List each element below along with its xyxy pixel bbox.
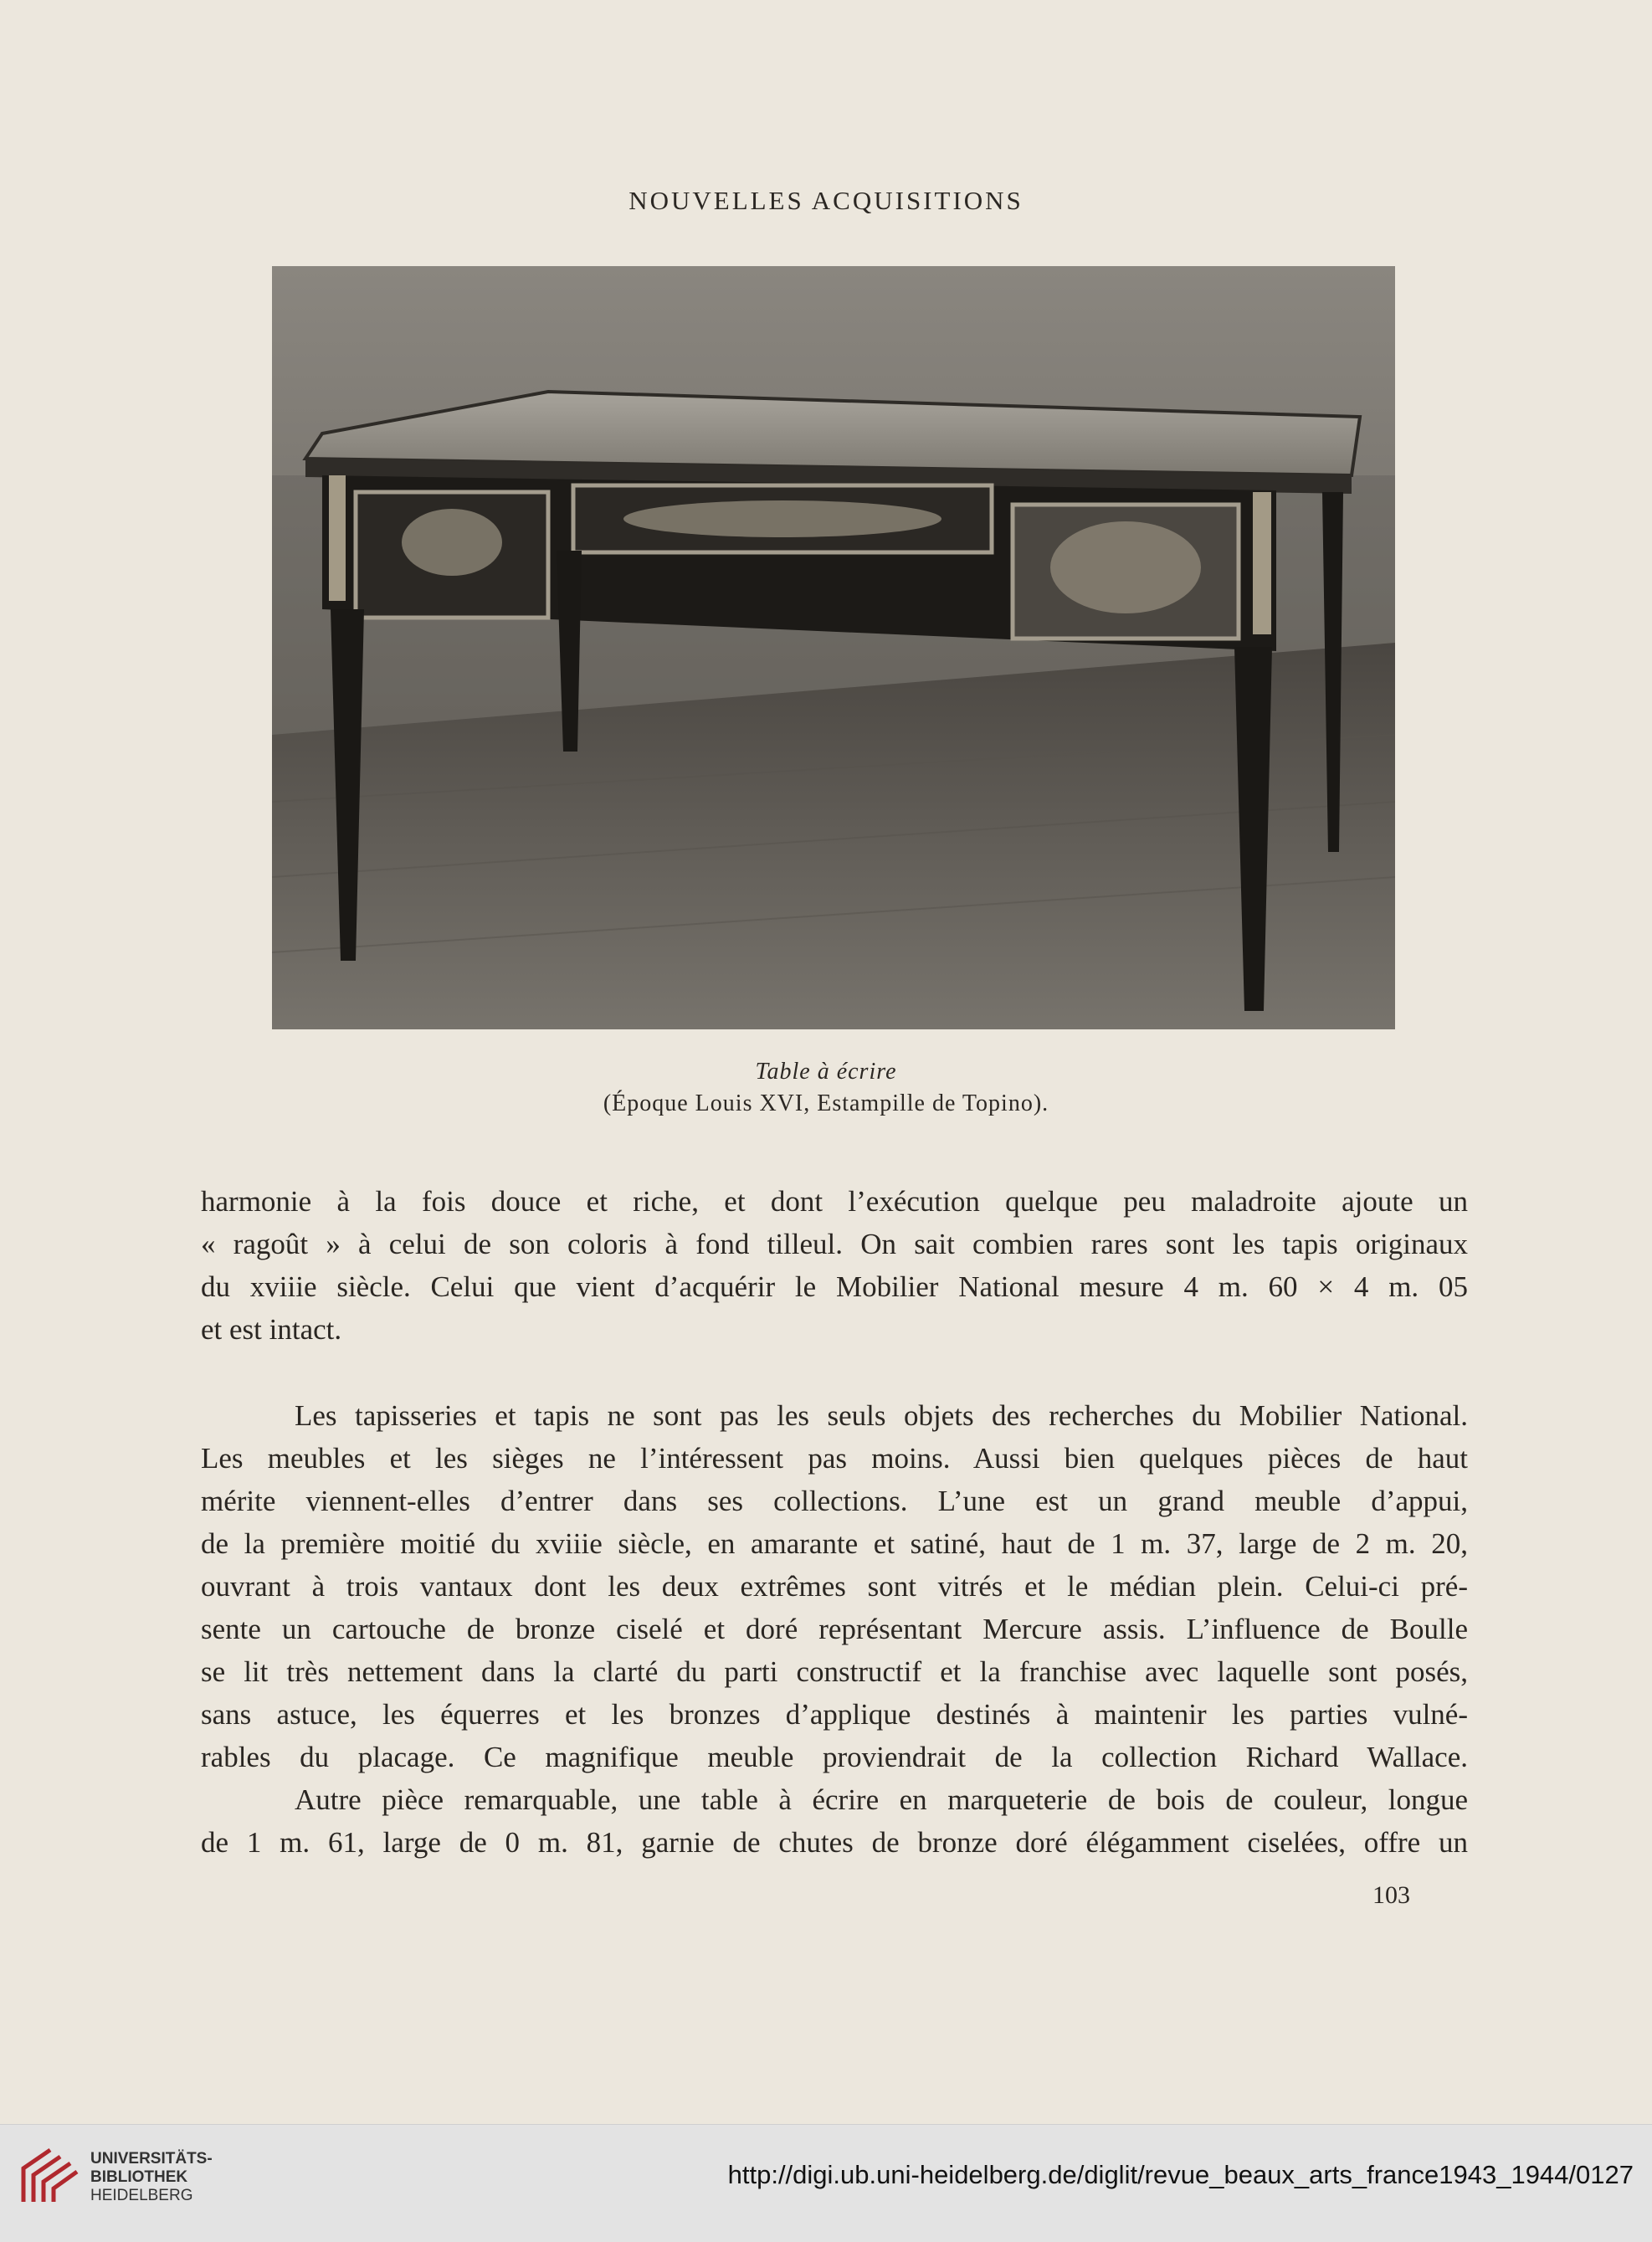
page-number: 103 <box>1372 1881 1410 1909</box>
text-line: sente un cartouche de bronze ciselé et doré représentant Mercure assis. L’influence de Boulle <box>201 1613 1468 1645</box>
paragraph-2 <box>201 1394 1468 1864</box>
caption-title: Table à écrire <box>755 1059 897 1085</box>
paragraph-1 <box>201 1180 1468 1351</box>
caption-subtitle: (Époque Louis XVI, Estampille de Topino). <box>603 1090 1049 1116</box>
text-line: et est intact. <box>201 1313 342 1346</box>
text-line: Les tapisseries et tapis ne sont pas les seuls objets des recherches du Mobilier National. <box>295 1399 1468 1432</box>
source-url-link[interactable]: http://digi.ub.uni-heidelberg.de/diglit/revue_beaux_arts_france1943_1944/0127 <box>727 2160 1634 2189</box>
library-line-3: HEIDELBERG <box>90 2187 193 2204</box>
text-line: Autre pièce remarquable, une table à écrire en marqueterie de bois de couleur, longue <box>295 1783 1468 1816</box>
text-line: ouvrant à trois vantaux dont les deux extrêmes sont vitrés et le médian plein. Celui-ci pré- <box>201 1570 1468 1603</box>
text-line: se lit très nettement dans la clarté du parti constructif et la franchise avec laquelle sont posés, <box>201 1655 1468 1688</box>
text-line: mérite viennent-elles d’entrer dans ses collections. L’une est un grand meuble d’appui, <box>201 1485 1468 1517</box>
library-line-2: BIBLIOTHEK <box>90 2168 188 2186</box>
text-line: du xviiie siècle. Celui que vient d’acquérir le Mobilier National mesure 4 m. 60 × 4 m. 05 <box>201 1270 1468 1303</box>
text-line: harmonie à la fois douce et riche, et dont l’exécution quelque peu maladroite ajoute un <box>201 1185 1468 1218</box>
text-line: Les meubles et les sièges ne l’intéressent pas moins. Aussi bien quelques pièces de haut <box>201 1442 1468 1475</box>
text-line: de la première moitié du xviiie siècle, en amarante et satiné, haut de 1 m. 37, large de 2 m. 20, <box>201 1527 1468 1560</box>
library-name <box>90 2150 274 2205</box>
digitization-footer <box>0 2124 1652 2242</box>
writing-desk-photo <box>272 266 1395 1029</box>
text-line: rables du placage. Ce magnifique meuble proviendrait de la collection Richard Wallace. <box>201 1741 1468 1773</box>
running-title: NOUVELLES ACQUISITIONS <box>628 186 1024 215</box>
library-logo-icon[interactable] <box>17 2143 82 2209</box>
text-line: sans astuce, les équerres et les bronzes d’applique destinés à maintenir les parties vulné- <box>201 1698 1468 1731</box>
text-line: « ragoût » à celui de son coloris à fond tilleul. On sait combien rares sont les tapis originaux <box>201 1228 1468 1260</box>
library-line-1: UNIVERSITÄTS- <box>90 2150 213 2168</box>
text-line: de 1 m. 61, large de 0 m. 81, garnie de chutes de bronze doré élégamment ciselées, offre un <box>201 1826 1468 1859</box>
figure-caption <box>0 1056 1652 1120</box>
